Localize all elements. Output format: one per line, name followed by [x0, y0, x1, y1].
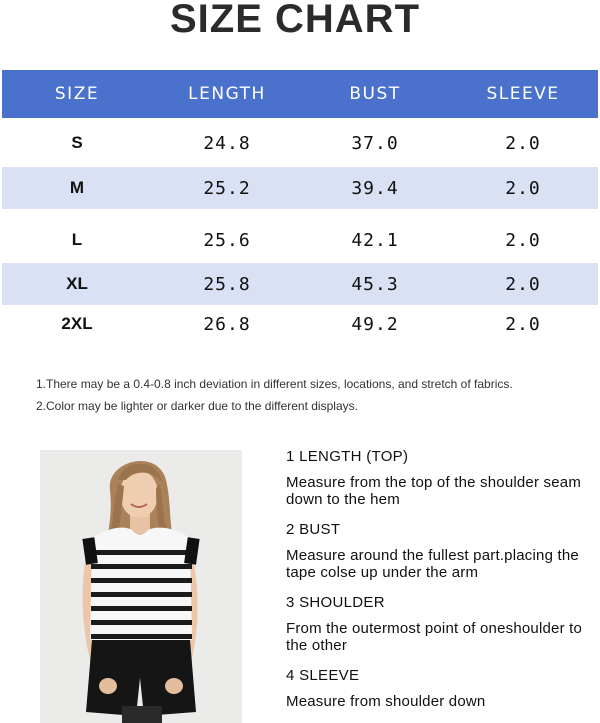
- size-cell: L: [71, 230, 83, 249]
- table-row: [2, 303, 598, 345]
- measure-description: From the outermost point of oneshoulder to the other: [286, 620, 583, 654]
- sleeve-cell: 2.0: [505, 273, 541, 295]
- length-cell: 25.2: [203, 177, 251, 199]
- column-header-size: SIZE: [54, 84, 100, 104]
- size-cell: S: [71, 133, 83, 152]
- measure-heading: 2 BUST: [286, 521, 341, 538]
- length-cell: 24.8: [203, 132, 251, 154]
- measure-item-length: [286, 448, 600, 508]
- bust-cell: 49.2: [351, 313, 399, 335]
- column-header-bust: BUST: [349, 84, 401, 104]
- measure-item-sleeve: [286, 667, 600, 710]
- measurement-guide: [286, 448, 600, 723]
- measure-description: Measure from shoulder down: [286, 693, 486, 710]
- table-row: [2, 263, 598, 305]
- note-color: 2.Color may be lighter or darker due to the different displays.: [36, 399, 358, 413]
- length-cell: 25.6: [203, 229, 251, 251]
- size-cell: 2XL: [61, 314, 93, 333]
- table-row: [2, 122, 598, 164]
- measure-heading: 4 SLEEVE: [286, 667, 360, 684]
- size-cell: XL: [66, 274, 88, 293]
- column-header-sleeve: SLEEVE: [486, 84, 560, 104]
- sleeve-cell: 2.0: [505, 313, 541, 335]
- measure-item-bust: [286, 521, 600, 581]
- size-cell: M: [69, 178, 85, 197]
- length-cell: 26.8: [203, 313, 251, 335]
- bust-cell: 37.0: [351, 132, 399, 154]
- model-illustration: [40, 450, 242, 723]
- sleeve-cell: 2.0: [505, 177, 541, 199]
- table-row: [2, 167, 598, 209]
- size-notes: [36, 373, 513, 417]
- bust-cell: 42.1: [351, 229, 399, 251]
- bust-cell: 45.3: [351, 273, 399, 295]
- page-title: SIZE CHART: [170, 0, 420, 41]
- note-deviation: 1.There may be a 0.4-0.8 inch deviation in different sizes, locations, and stretch of fabrics.: [36, 377, 513, 391]
- measure-heading: 1 LENGTH (TOP): [286, 448, 409, 465]
- table-row: [2, 219, 598, 261]
- model-photo: [40, 450, 242, 723]
- column-header-length: LENGTH: [188, 84, 266, 104]
- measure-item-shoulder: [286, 594, 600, 654]
- bust-cell: 39.4: [351, 177, 399, 199]
- sleeve-cell: 2.0: [505, 132, 541, 154]
- measure-heading: 3 SHOULDER: [286, 594, 385, 611]
- measure-description: Measure from the top of the shoulder seam down to the hem: [286, 474, 582, 508]
- table-header-row: [2, 70, 598, 118]
- measure-description: Measure around the fullest part.placing the tape colse up under the arm: [286, 547, 579, 581]
- sleeve-cell: 2.0: [505, 229, 541, 251]
- length-cell: 25.8: [203, 273, 251, 295]
